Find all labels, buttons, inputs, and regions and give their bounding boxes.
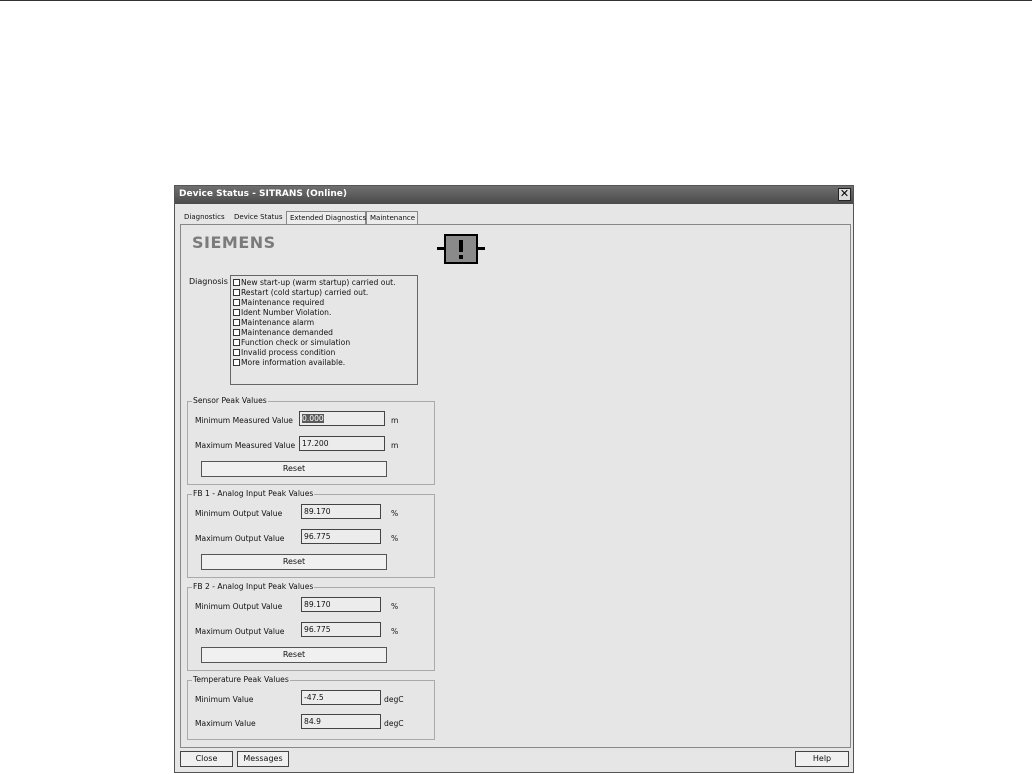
fb1-min-output-field[interactable]: 89.170: [301, 504, 381, 519]
unit-label: m: [391, 441, 399, 450]
fb1-max-output-field[interactable]: 96.775: [301, 529, 381, 544]
device-status-window: [174, 185, 854, 773]
diagnosis-item-label: More information available.: [241, 357, 346, 367]
tab-diagnostics[interactable]: Diagnostics: [184, 213, 225, 221]
help-button[interactable]: Help: [795, 751, 849, 767]
unit-label: degC: [384, 719, 404, 728]
unit-label: %: [391, 602, 399, 611]
min-output-label: Minimum Output Value: [195, 509, 283, 518]
diagnosis-item-label: Invalid process condition: [241, 347, 336, 357]
diagnosis-item-label: Maintenance demanded: [241, 327, 333, 337]
checkbox[interactable]: [233, 289, 240, 296]
close-button[interactable]: Close: [180, 751, 233, 767]
tab-extended-diagnostics[interactable]: Extended Diagnostics: [286, 211, 366, 224]
diagnosis-item-label: Maintenance required: [241, 298, 325, 308]
min-output-label: Minimum Output Value: [195, 602, 283, 611]
fb2-max-output-field[interactable]: 96.775: [301, 622, 381, 637]
checkbox[interactable]: [233, 279, 240, 286]
fb2-min-output-field[interactable]: 89.170: [301, 597, 381, 612]
messages-button[interactable]: Messages: [237, 751, 289, 767]
diagnosis-item-label: New start-up (warm startup) carried out.: [241, 278, 396, 288]
group-title: FB 1 - Analog Input Peak Values: [193, 489, 314, 498]
min-temp-label: Minimum Value: [195, 695, 254, 704]
diagnosis-item-label: Maintenance alarm: [241, 318, 315, 327]
diagnosis-item[interactable]: [233, 318, 415, 328]
diagnosis-item-label: Function check or simulation: [241, 337, 351, 347]
diagnosis-item[interactable]: [233, 298, 415, 308]
unit-label: degC: [384, 695, 404, 704]
temperature-peak-values-group: [187, 675, 435, 740]
device-status-panel: [180, 224, 851, 748]
group-title: Sensor Peak Values: [193, 396, 267, 405]
reset-sensor-peak-button[interactable]: Reset: [201, 461, 387, 477]
checkbox[interactable]: [233, 309, 240, 316]
min-measured-label: Minimum Measured Value: [195, 416, 293, 425]
group-title: Temperature Peak Values: [193, 675, 289, 684]
checkbox[interactable]: [233, 319, 240, 326]
checkbox[interactable]: [233, 299, 240, 306]
diagnosis-item[interactable]: [233, 308, 415, 318]
close-window-button[interactable]: ✕: [839, 187, 850, 200]
tab-device-status[interactable]: Device Status: [231, 211, 286, 224]
unit-label: m: [391, 416, 399, 425]
diagnosis-item-label: Restart (cold startup) carried out.: [241, 288, 369, 298]
fb2-peak-values-group: [187, 582, 435, 671]
diagnosis-item[interactable]: [233, 278, 415, 288]
checkbox[interactable]: [233, 329, 240, 336]
diagnosis-item-label: Ident Number Violation.: [241, 308, 332, 318]
min-temperature-field[interactable]: -47.5: [301, 690, 381, 705]
max-measured-label: Maximum Measured Value: [195, 441, 296, 450]
checkbox[interactable]: [233, 339, 240, 346]
group-title: FB 2 - Analog Input Peak Values: [193, 582, 314, 591]
unit-label: %: [391, 534, 399, 543]
max-measured-value-field[interactable]: 17.200: [299, 436, 385, 451]
unit-label: %: [391, 627, 399, 636]
unit-label: %: [391, 509, 399, 518]
siemens-logo: SIEMENS: [192, 233, 276, 252]
min-measured-value-field[interactable]: 0.000: [299, 411, 385, 426]
max-temp-label: Maximum Value: [195, 719, 256, 728]
page-top-rule: [0, 0, 1032, 1]
fb1-peak-values-group: [187, 489, 435, 578]
title-bar: [175, 186, 853, 204]
diagnosis-item[interactable]: [233, 357, 415, 367]
max-temperature-field[interactable]: 84.9: [301, 714, 381, 729]
diagnosis-item[interactable]: [233, 337, 415, 347]
diagnosis-label: Diagnosis: [189, 277, 228, 286]
tab-maintenance[interactable]: Maintenance: [366, 211, 418, 224]
checkbox[interactable]: [233, 359, 240, 366]
checkbox[interactable]: [233, 349, 240, 356]
sensor-peak-values-group: [187, 396, 435, 485]
window-title: Device Status - SITRANS (Online): [179, 189, 348, 199]
diagnosis-item[interactable]: [233, 347, 415, 357]
reset-fb2-peak-button[interactable]: Reset: [201, 647, 387, 663]
reset-fb1-peak-button[interactable]: Reset: [201, 554, 387, 570]
diagnosis-list: [230, 275, 418, 385]
maintenance-required-icon: [437, 233, 485, 267]
diagnosis-item[interactable]: [233, 327, 415, 337]
diagnosis-item[interactable]: [233, 288, 415, 298]
max-output-label: Maximum Output Value: [195, 534, 285, 543]
max-output-label: Maximum Output Value: [195, 627, 285, 636]
